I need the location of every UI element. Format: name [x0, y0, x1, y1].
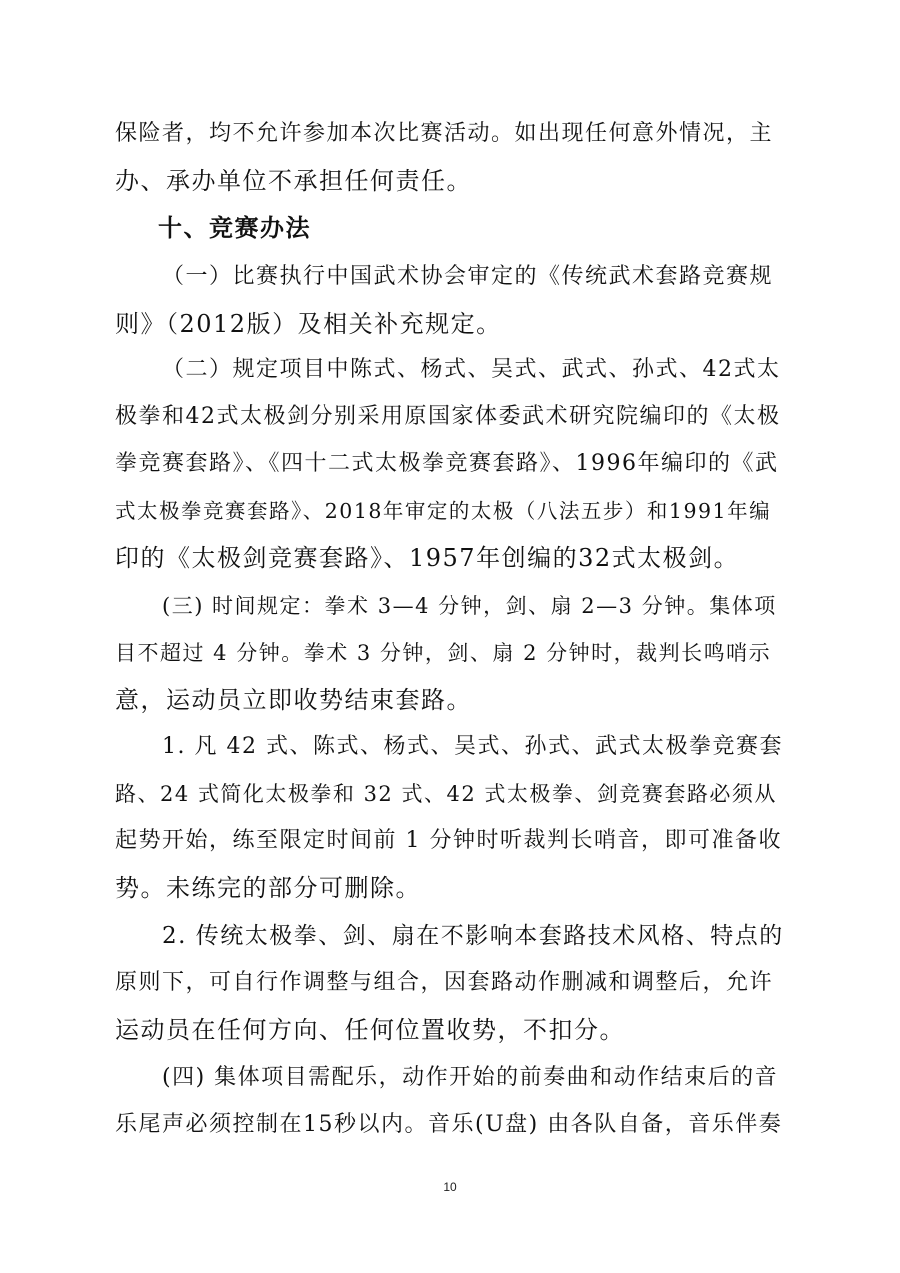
body-line: 路、24 式简化太极拳和 32 式、42 式太极拳、剑竞赛套路必须从 [115, 782, 777, 806]
body-line: 目不超过 4 分钟。拳术 3 分钟，剑、扇 2 分钟时，裁判长鸣哨示 [115, 641, 772, 665]
body-line: (三) 时间规定：拳术 3—4 分钟，剑、扇 2—3 分钟。集体项 [162, 594, 777, 618]
section-heading: 十、竞赛办法 [158, 213, 311, 242]
page-number: 10 [443, 1180, 457, 1194]
body-line: 办、承办单位不承担任何责任。 [115, 167, 472, 195]
body-line: （一）比赛执行中国武术协会审定的《传统武术套路竞赛规 [162, 264, 774, 289]
body-line: 保险者，均不允许参加本次比赛活动。如出现任何意外情况，主 [115, 121, 774, 146]
body-line: 拳竞赛套路》、《四十二式太极拳竞赛套路》、1996年编印的《武 [115, 451, 779, 476]
body-line: 运动员在任何方向、任何位置收势，不扣分。 [115, 1016, 625, 1044]
body-line: 意，运动员立即收势结束套路。 [115, 686, 472, 714]
body-line: 1. 凡 42 式、陈式、杨式、吴式、孙式、武式太极拳竞赛套 [162, 734, 783, 759]
body-line: 起势开始，练至限定时间前 1 分钟时听裁判长哨音，即可准备收 [115, 828, 782, 853]
body-line: 原则下，可自行作调整与组合，因套路动作删减和调整后，允许 [115, 970, 774, 995]
body-line: 式太极拳竞赛套路》、2018年审定的太极（八法五步）和1991年编 [115, 499, 772, 523]
body-line: 极拳和42式太极剑分别采用原国家体委武术研究院编印的《太极 [115, 404, 781, 429]
body-line: (四) 集体项目需配乐，动作开始的前奏曲和动作结束后的音 [162, 1065, 779, 1090]
body-line: 势。未练完的部分可删除。 [115, 874, 421, 902]
body-line: 则》（2012版）及相关补充规定。 [115, 310, 502, 338]
body-line: （二）规定项目中陈式、杨式、吴式、武式、孙式、42式太 [162, 357, 781, 382]
body-line: 印的《太极剑竞赛套路》、1957年创编的32式太极剑。 [115, 544, 740, 572]
body-line: 乐尾声必须控制在15秒以内。音乐(U盘) 由各队自备，音乐伴奏 [115, 1112, 783, 1137]
body-line: 2. 传统太极拳、剑、扇在不影响本套路技术风格、特点的 [162, 923, 784, 949]
